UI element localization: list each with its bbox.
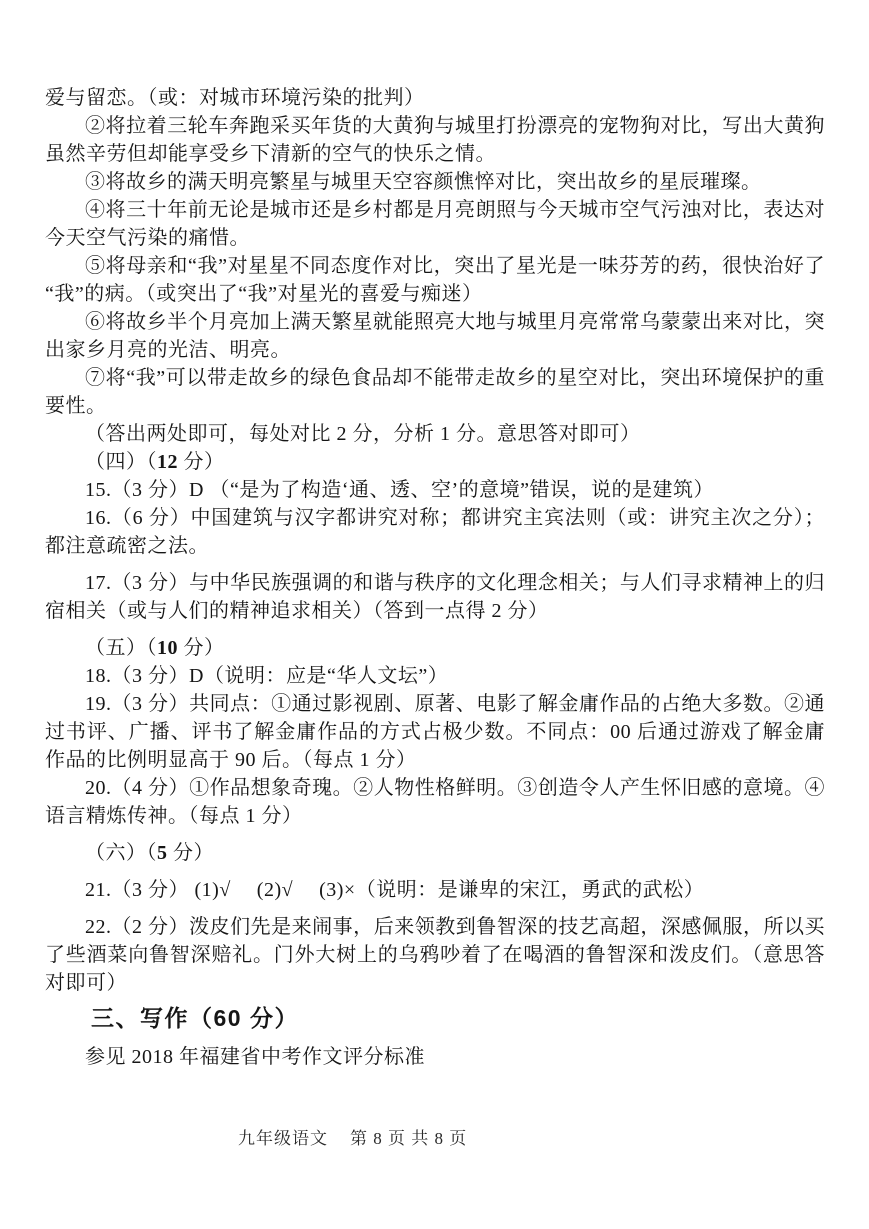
answer-18-text: 18.（3 分）D（说明：应是“华人文坛”） [85, 665, 449, 687]
answer-point-4-text: ④将三十年前无论是城市还是乡村都是月亮朗照与今天城市空气污浊对比，表达对今天空气污染的痛惜。 [45, 199, 825, 249]
section-6-header-text: （六）（ [85, 842, 157, 864]
answer-point-3-text: ③将故乡的满天明亮繁星与城里天空容颜憔悴对比，突出故乡的星辰璀璨。 [85, 171, 762, 193]
page-footer [238, 1124, 467, 1149]
answer-20 [45, 774, 825, 830]
answer-point-2-text: ②将拉着三轮车奔跑采买年货的大黄狗与城里打扮漂亮的宠物狗对比，写出大黄狗虽然辛劳但却能享受乡下清新的空气的快乐之情。 [45, 115, 825, 165]
answer-16-text: 16.（6 分）中国建筑与汉字都讲究对称；都讲究主宾法则（或：讲究主次之分）；都注意疏密之法。 [45, 507, 825, 557]
answer-17 [45, 569, 825, 625]
section-4-header-text: （四）（ [85, 451, 157, 473]
writing-section-heading [45, 1002, 825, 1034]
footer-page-label: 第 8 页 共 8 页 [350, 1129, 468, 1148]
writing-note-text: 参见 2018 年福建省中考作文评分标准 [85, 1046, 425, 1068]
answer-20-text: 20.（4 分）①作品想象奇瑰。②人物性格鲜明。③创造令人产生怀旧感的意境。④语言精炼传神。（每点 1 分） [45, 777, 825, 827]
answer-point-6 [45, 308, 825, 364]
answer-point-4 [45, 196, 825, 252]
answer-16 [45, 504, 825, 560]
writing-note [45, 1043, 825, 1071]
prev-answer-continuation [45, 84, 825, 112]
answer-point-3 [45, 168, 825, 196]
answer-21 [45, 876, 825, 904]
answer-15-text: 15.（3 分）D （“是为了构造‘通、透、空’的意境”错误，说的是建筑） [85, 479, 715, 501]
scoring-note-14 [45, 420, 825, 448]
footer-course-label: 九年级语文 [238, 1129, 328, 1148]
answer-18 [45, 662, 825, 690]
section-4-header-text: 分） [178, 451, 225, 473]
answer-17-text: 17.（3 分）与中华民族强调的和谐与秩序的文化理念相关；与人们寻求精神上的归宿相关（或与人们的精神追求相关）（答到一点得 2 分） [45, 572, 825, 622]
answer-point-7 [45, 364, 825, 420]
answer-15 [45, 476, 825, 504]
answer-19 [45, 690, 825, 774]
section-5-header-text: 分） [178, 637, 225, 659]
answer-point-5 [45, 252, 825, 308]
answer-point-2 [45, 112, 825, 168]
section-6-header-text: 5 [157, 842, 168, 864]
answer-point-7-text: ⑦将“我”可以带走故乡的绿色食品却不能带走故乡的星空对比，突出环境保护的重要性。 [45, 367, 825, 417]
section-5-header-text: 10 [157, 637, 178, 659]
answer-21-text: 21.（3 分） (1)√ (2)√ (3)×（说明：是谦卑的宋江，勇武的武松） [85, 879, 705, 901]
section-5-header-text: （五）（ [85, 637, 157, 659]
answer-22 [45, 913, 825, 997]
section-6-header-text: 分） [167, 842, 214, 864]
scoring-note-14-text: （答出两处即可，每处对比 2 分，分析 1 分。意思答对即可） [85, 423, 641, 445]
answer-point-5-text: ⑤将母亲和“我”对星星不同态度作对比，突出了星光是一味芬芳的药，很快治好了“我”的病。（或突出了“我”对星光的喜爱与痴迷） [45, 255, 825, 305]
answer-content [45, 84, 825, 1071]
prev-answer-continuation-text: 爱与留恋。（或：对城市环境污染的批判） [45, 87, 425, 109]
section-4-header [45, 448, 825, 476]
answer-19-text: 19.（3 分）共同点：①通过影视剧、原著、电影了解金庸作品的占绝大多数。②通过书评、广播、评书了解金庸作品的方式占极少数。不同点：00 后通过游戏了解金庸作品的比例明显高于 90 后。（每点 1 分） [45, 693, 825, 771]
section-6-header [45, 839, 825, 867]
answer-point-6-text: ⑥将故乡半个月亮加上满天繁星就能照亮大地与城里月亮常常乌蒙蒙出来对比，突出家乡月亮的光洁、明亮。 [45, 311, 825, 361]
section-4-header-text: 12 [157, 451, 178, 473]
answer-22-text: 22.（2 分）泼皮们先是来闹事，后来领教到鲁智深的技艺高超，深感佩服，所以买了些酒菜向鲁智深赔礼。门外大树上的乌鸦吵着了在喝酒的鲁智深和泼皮们。（意思答对即可） [45, 916, 825, 994]
section-5-header [45, 634, 825, 662]
writing-section-heading-text: 三、写作（60 分） [91, 1005, 299, 1031]
